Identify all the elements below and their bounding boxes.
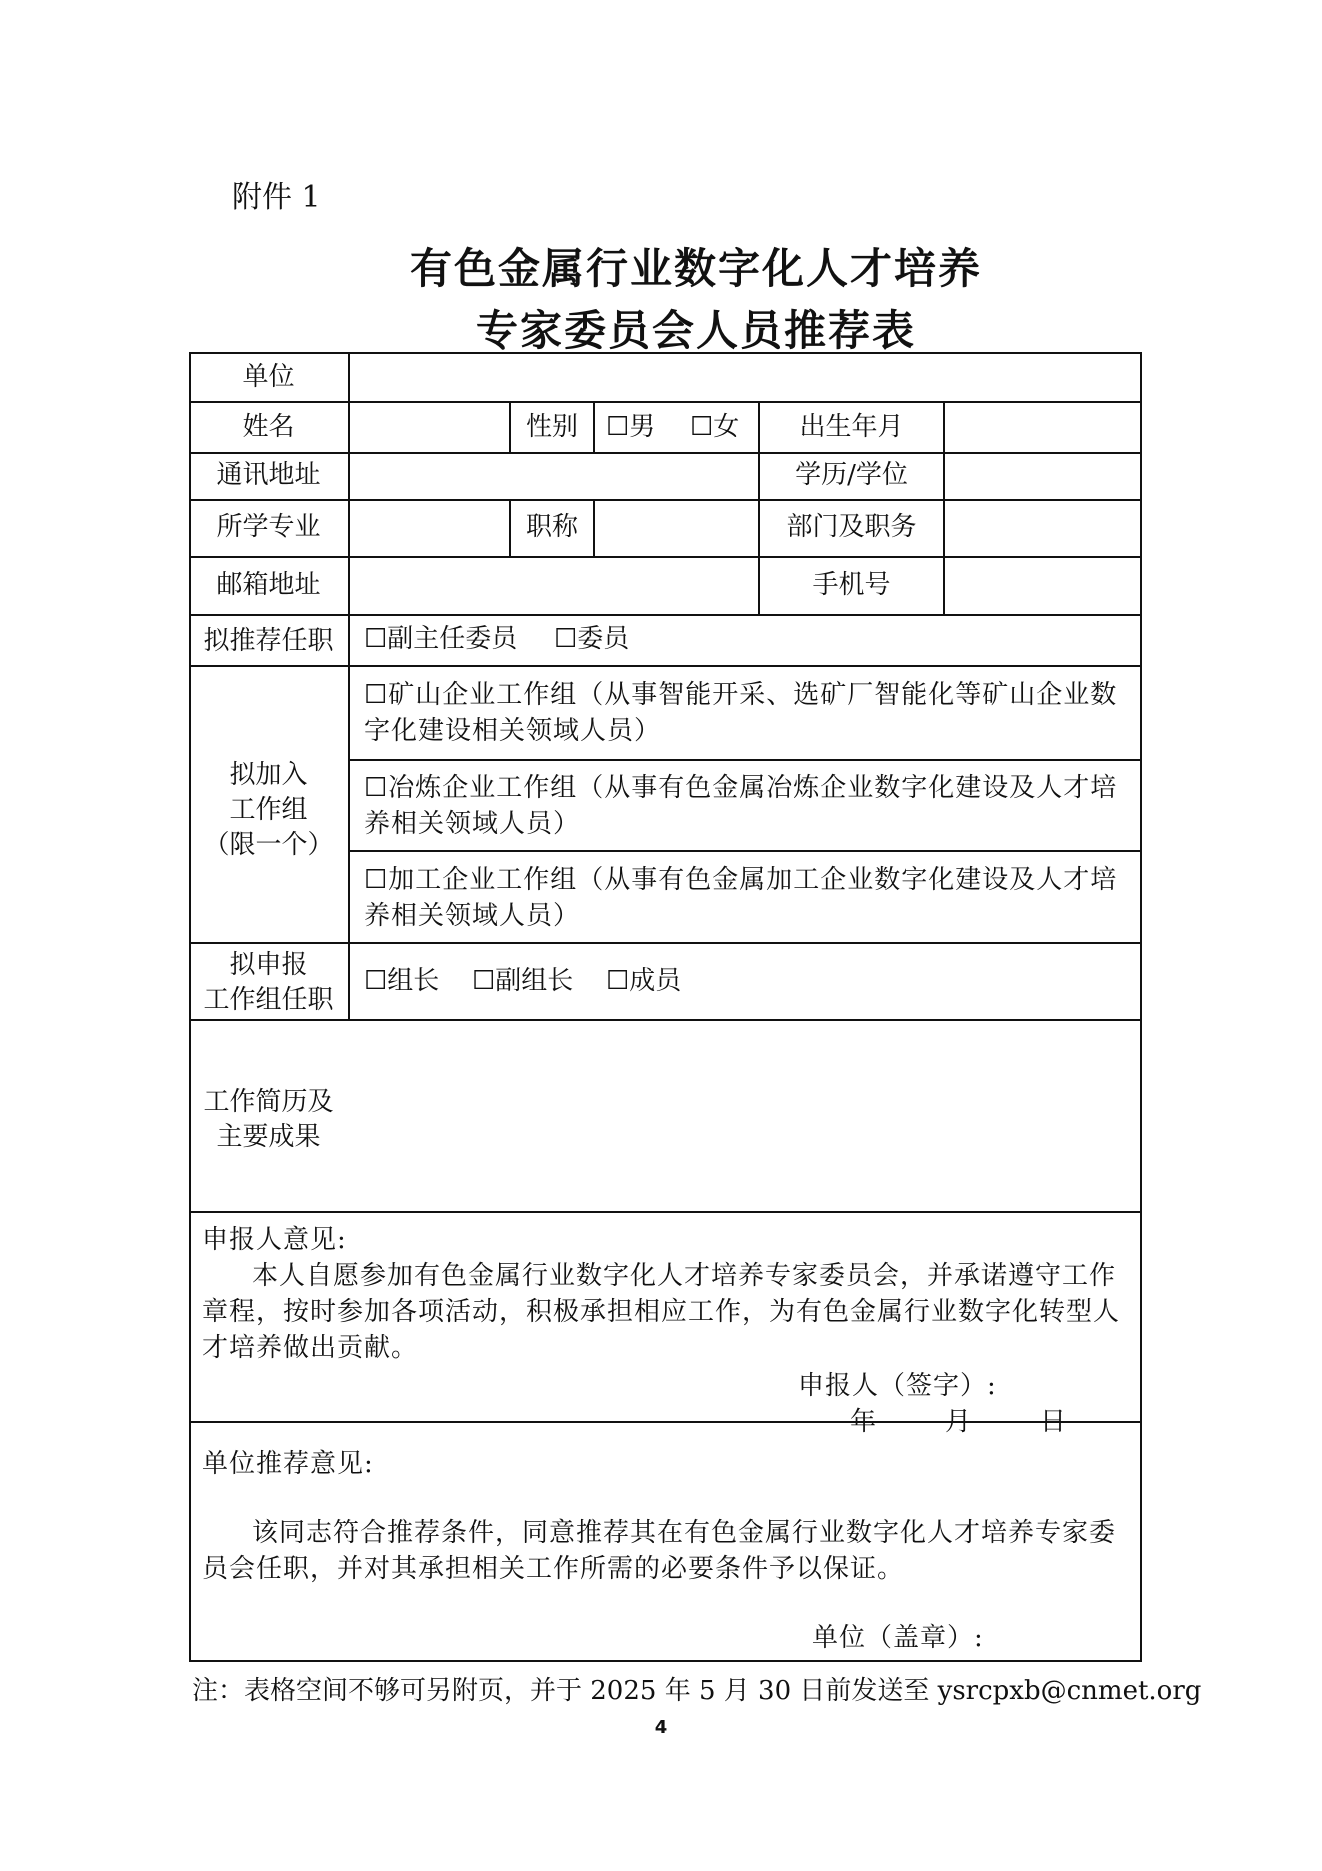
row-divider: [189, 942, 1142, 944]
gender-male-checkbox[interactable]: ☐男: [606, 412, 656, 442]
unit-opinion-line2: 员会任职，并对其承担相关工作所需的必要条件予以保证。: [202, 1554, 905, 1584]
group-option-text: 养相关领域人员）: [364, 901, 581, 931]
unit-opinion-heading: 单位推荐意见:: [202, 1449, 374, 1479]
column-divider: [943, 401, 945, 614]
column-divider: [593, 401, 595, 452]
applicant-signature-label: 申报人（签字）:: [798, 1371, 997, 1401]
applicant-statement-line1: 本人自愿参加有色金属行业数字化人才培养专家委员会，并承诺遵守工作: [252, 1261, 1117, 1291]
row-divider: [189, 665, 1142, 667]
major-field[interactable]: [352, 503, 507, 554]
unit-label: 单位: [242, 362, 295, 392]
resume-label-line2: 主要成果: [216, 1122, 321, 1152]
row-divider: [189, 499, 1142, 501]
phone-field[interactable]: [947, 560, 1138, 612]
group-role-option[interactable]: ☐副组长: [472, 966, 574, 996]
email-field[interactable]: [352, 560, 756, 612]
dept-field[interactable]: [947, 503, 1138, 554]
row-divider: [348, 850, 1142, 852]
birth-label: 出生年月: [799, 412, 904, 442]
page-title-line2: 专家委员会人员推荐表: [475, 306, 916, 355]
position-option[interactable]: ☐副主任委员: [364, 624, 518, 654]
major-label: 所学专业: [216, 512, 321, 542]
group-role-label-line2: 工作组任职: [203, 985, 334, 1015]
position-option[interactable]: ☐委员: [554, 624, 630, 654]
date-year: 年: [850, 1407, 878, 1437]
title-label: 职称: [525, 512, 578, 542]
group-option-text: 字化建设相关领域人员）: [364, 716, 662, 746]
position-label: 拟推荐任职: [203, 626, 334, 656]
group-option-text: 养相关领域人员）: [364, 809, 581, 839]
applicant-heading: 申报人意见:: [202, 1225, 347, 1255]
applicant-statement-line3: 才培养做出贡献。: [202, 1333, 419, 1363]
group-option-processing[interactable]: [364, 862, 1117, 934]
unit-stamp-label: 单位（盖章）:: [812, 1623, 984, 1653]
group-role-option[interactable]: ☐组长: [364, 966, 440, 996]
group-role-option[interactable]: ☐成员: [606, 966, 682, 996]
group-option-text: ☐冶炼企业工作组（从事有色金属冶炼企业数字化建设及人才培: [364, 773, 1118, 803]
birth-field[interactable]: [947, 405, 1138, 450]
group-label-line3: （限一个）: [203, 830, 334, 860]
degree-field[interactable]: [947, 456, 1138, 497]
column-divider: [593, 499, 595, 556]
group-option-text: ☐矿山企业工作组（从事智能开采、选矿厂智能化等矿山企业数: [364, 680, 1118, 710]
row-divider: [189, 1421, 1142, 1423]
phone-label: 手机号: [812, 570, 891, 600]
resume-field[interactable]: [352, 1023, 1138, 1209]
attachment-label: 附件 1: [232, 180, 321, 215]
date-month: 月: [945, 1407, 973, 1437]
group-option-text: ☐加工企业工作组（从事有色金属加工企业数字化建设及人才培: [364, 865, 1118, 895]
email-label: 邮箱地址: [216, 570, 321, 600]
address-field[interactable]: [352, 456, 756, 497]
row-divider: [189, 1211, 1142, 1213]
dept-label: 部门及职务: [786, 512, 917, 542]
unit-opinion-line1: 该同志符合推荐条件，同意推荐其在有色金属行业数字化人才培养专家委: [252, 1518, 1117, 1548]
gender-female-checkbox[interactable]: ☐女: [690, 412, 740, 442]
column-divider: [348, 352, 350, 1021]
gender-label: 性别: [525, 412, 578, 442]
address-label: 通讯地址: [216, 460, 321, 490]
row-divider: [189, 1019, 1142, 1021]
row-divider: [348, 759, 1142, 761]
group-option-mining[interactable]: [364, 677, 1117, 749]
applicant-statement-line2: 章程，按时参加各项活动，积极承担相应工作，为有色金属行业数字化转型人: [202, 1297, 1121, 1327]
footnote: 注：表格空间不够可另附页，并于 2025 年 5 月 30 日前发送至 ysrcpxb@cnmet.org: [192, 1676, 1202, 1706]
page-number: 4: [654, 1717, 668, 1738]
group-label-line2: 工作组: [229, 795, 308, 825]
row-divider: [189, 556, 1142, 558]
page-title-line1: 有色金属行业数字化人才培养: [409, 244, 982, 293]
group-label-line1: 拟加入: [229, 760, 308, 790]
group-option-smelting[interactable]: [364, 770, 1117, 842]
title-field[interactable]: [597, 503, 756, 554]
name-field[interactable]: [352, 405, 507, 450]
name-label: 姓名: [242, 412, 295, 442]
date-day: 日: [1040, 1407, 1068, 1437]
resume-label-line1: 工作简历及: [203, 1087, 334, 1117]
row-divider: [189, 614, 1142, 616]
row-divider: [189, 452, 1142, 454]
group-role-label-line1: 拟申报: [229, 950, 308, 980]
unit-field[interactable]: [352, 356, 1138, 399]
row-divider: [189, 401, 1142, 403]
degree-label: 学历/学位: [795, 460, 908, 490]
